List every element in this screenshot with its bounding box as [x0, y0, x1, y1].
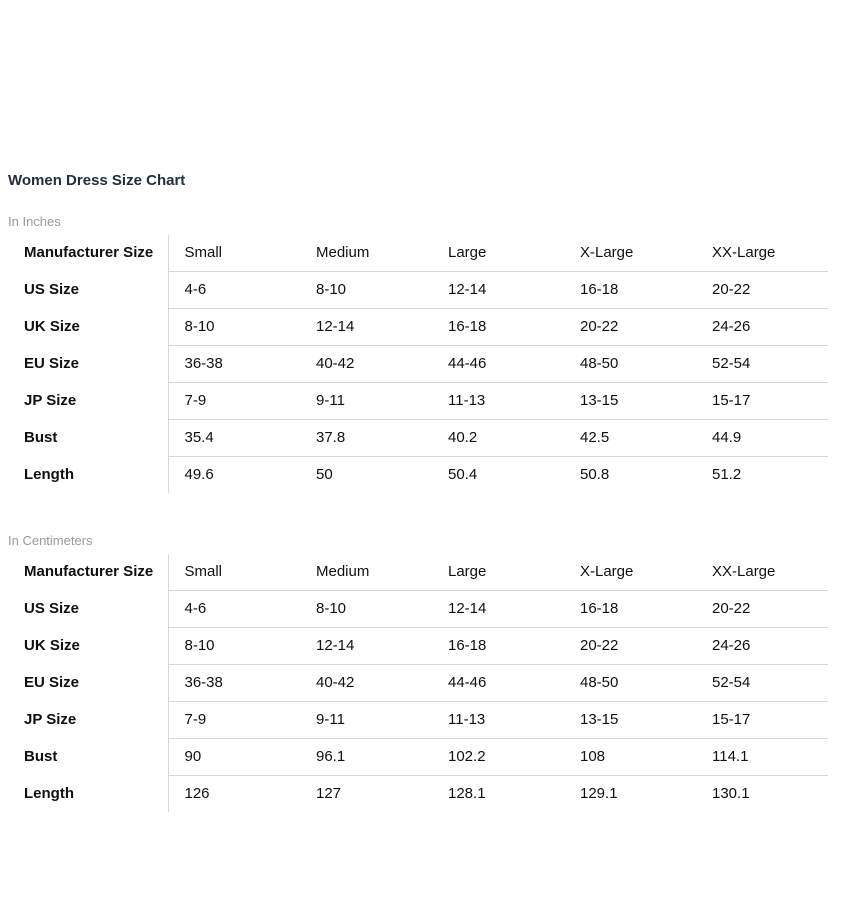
- table-cell: 48-50: [564, 346, 696, 383]
- table-cell: 102.2: [432, 739, 564, 776]
- table-cell: 49.6: [184, 466, 214, 483]
- table-cell: 12-14: [300, 309, 432, 346]
- table-cell: 8-10: [168, 628, 300, 665]
- table-header-row: [8, 235, 828, 272]
- unit-label-centimeters: In Centimeters: [8, 533, 93, 548]
- size-table-inches: [8, 235, 828, 493]
- table-cell: 50: [316, 466, 333, 483]
- table-cell: 90: [168, 739, 300, 776]
- table-cell: 4-6: [168, 272, 300, 309]
- table-row: [8, 628, 828, 665]
- table-cell: 44-46: [432, 346, 564, 383]
- table-cell: 48-50: [564, 665, 696, 702]
- column-header: Large: [432, 235, 564, 272]
- column-header: Small: [168, 554, 300, 591]
- unit-label-inches: In Inches: [8, 214, 61, 229]
- row-label: Bust: [8, 420, 168, 457]
- table-cell: 20-22: [564, 628, 696, 665]
- row-label: Length: [8, 457, 168, 494]
- table-cell: 40.2: [432, 420, 564, 457]
- column-header: X-Large: [564, 554, 696, 591]
- row-label: US Size: [8, 272, 168, 309]
- row-label: JP Size: [8, 702, 168, 739]
- column-header: XX-Large: [696, 235, 828, 272]
- row-label: UK Size: [8, 309, 168, 346]
- column-header: XX-Large: [696, 554, 828, 591]
- table-cell: 24-26: [696, 628, 828, 665]
- table-cell: 15-17: [696, 702, 828, 739]
- table-cell: 127: [316, 785, 342, 802]
- table-cell: 8-10: [168, 309, 300, 346]
- table-cell: 51.2: [712, 466, 742, 483]
- table-cell: 8-10: [300, 591, 432, 628]
- table-cell: 44-46: [432, 665, 564, 702]
- table-cell: 12-14: [300, 628, 432, 665]
- table-cell: 20-22: [564, 309, 696, 346]
- row-label: Manufacturer Size: [8, 554, 168, 591]
- table-cell: 96.1: [300, 739, 432, 776]
- table-row: [8, 591, 828, 628]
- table-row: [8, 702, 828, 739]
- table-cell: 50.4: [448, 466, 478, 483]
- row-label: EU Size: [8, 346, 168, 383]
- table-cell: 36-38: [168, 665, 300, 702]
- row-label: US Size: [8, 591, 168, 628]
- table-row: [8, 383, 828, 420]
- table-cell: 20-22: [696, 591, 828, 628]
- table-cell: 7-9: [168, 702, 300, 739]
- column-header: Small: [168, 235, 300, 272]
- table-cell: 15-17: [696, 383, 828, 420]
- row-label: JP Size: [8, 383, 168, 420]
- table-cell: 13-15: [564, 383, 696, 420]
- table-cell: 20-22: [696, 272, 828, 309]
- table-cell: 16-18: [564, 591, 696, 628]
- table-cell: 12-14: [432, 272, 564, 309]
- table-cell: 114.1: [696, 739, 828, 776]
- table-cell: 16-18: [564, 272, 696, 309]
- table-cell: 130.1: [712, 785, 750, 802]
- table-cell: 11-13: [432, 702, 564, 739]
- table-cell: 40-42: [300, 665, 432, 702]
- row-label: Manufacturer Size: [8, 235, 168, 272]
- column-header: X-Large: [564, 235, 696, 272]
- table-cell: 8-10: [300, 272, 432, 309]
- table-cell: 16-18: [432, 309, 564, 346]
- table-cell: 11-13: [432, 383, 564, 420]
- table-cell: 7-9: [168, 383, 300, 420]
- row-label: Length: [8, 776, 168, 813]
- size-table-centimeters: [8, 554, 828, 812]
- table-cell: 44.9: [696, 420, 828, 457]
- row-label: EU Size: [8, 665, 168, 702]
- table-cell: 50.8: [580, 466, 610, 483]
- table-row: [8, 346, 828, 383]
- table-cell: 35.4: [168, 420, 300, 457]
- row-label: UK Size: [8, 628, 168, 665]
- table-header-row: [8, 554, 828, 591]
- column-header: Medium: [300, 235, 432, 272]
- table-cell: 42.5: [564, 420, 696, 457]
- table-row: [8, 739, 828, 776]
- table-cell: 24-26: [696, 309, 828, 346]
- table-cell: 36-38: [168, 346, 300, 383]
- table-cell: 52-54: [696, 346, 828, 383]
- table-cell: 52-54: [696, 665, 828, 702]
- table-cell: 16-18: [432, 628, 564, 665]
- table-cell: 13-15: [564, 702, 696, 739]
- table-row: [8, 457, 828, 494]
- table-row: [8, 776, 828, 813]
- table-cell: 108: [564, 739, 696, 776]
- table-cell: 4-6: [168, 591, 300, 628]
- table-row: [8, 309, 828, 346]
- table-cell: 40-42: [300, 346, 432, 383]
- column-header: Medium: [300, 554, 432, 591]
- table-cell: 12-14: [432, 591, 564, 628]
- column-header: Large: [432, 554, 564, 591]
- table-cell: 128.1: [448, 785, 486, 802]
- table-cell: 126: [184, 785, 210, 802]
- row-label: Bust: [8, 739, 168, 776]
- table-cell: 129.1: [580, 785, 618, 802]
- table-row: [8, 420, 828, 457]
- table-row: [8, 272, 828, 309]
- table-cell: 9-11: [300, 702, 432, 739]
- table-row: [8, 665, 828, 702]
- table-cell: 37.8: [300, 420, 432, 457]
- page-title: Women Dress Size Chart: [8, 172, 186, 189]
- table-cell: 9-11: [300, 383, 432, 420]
